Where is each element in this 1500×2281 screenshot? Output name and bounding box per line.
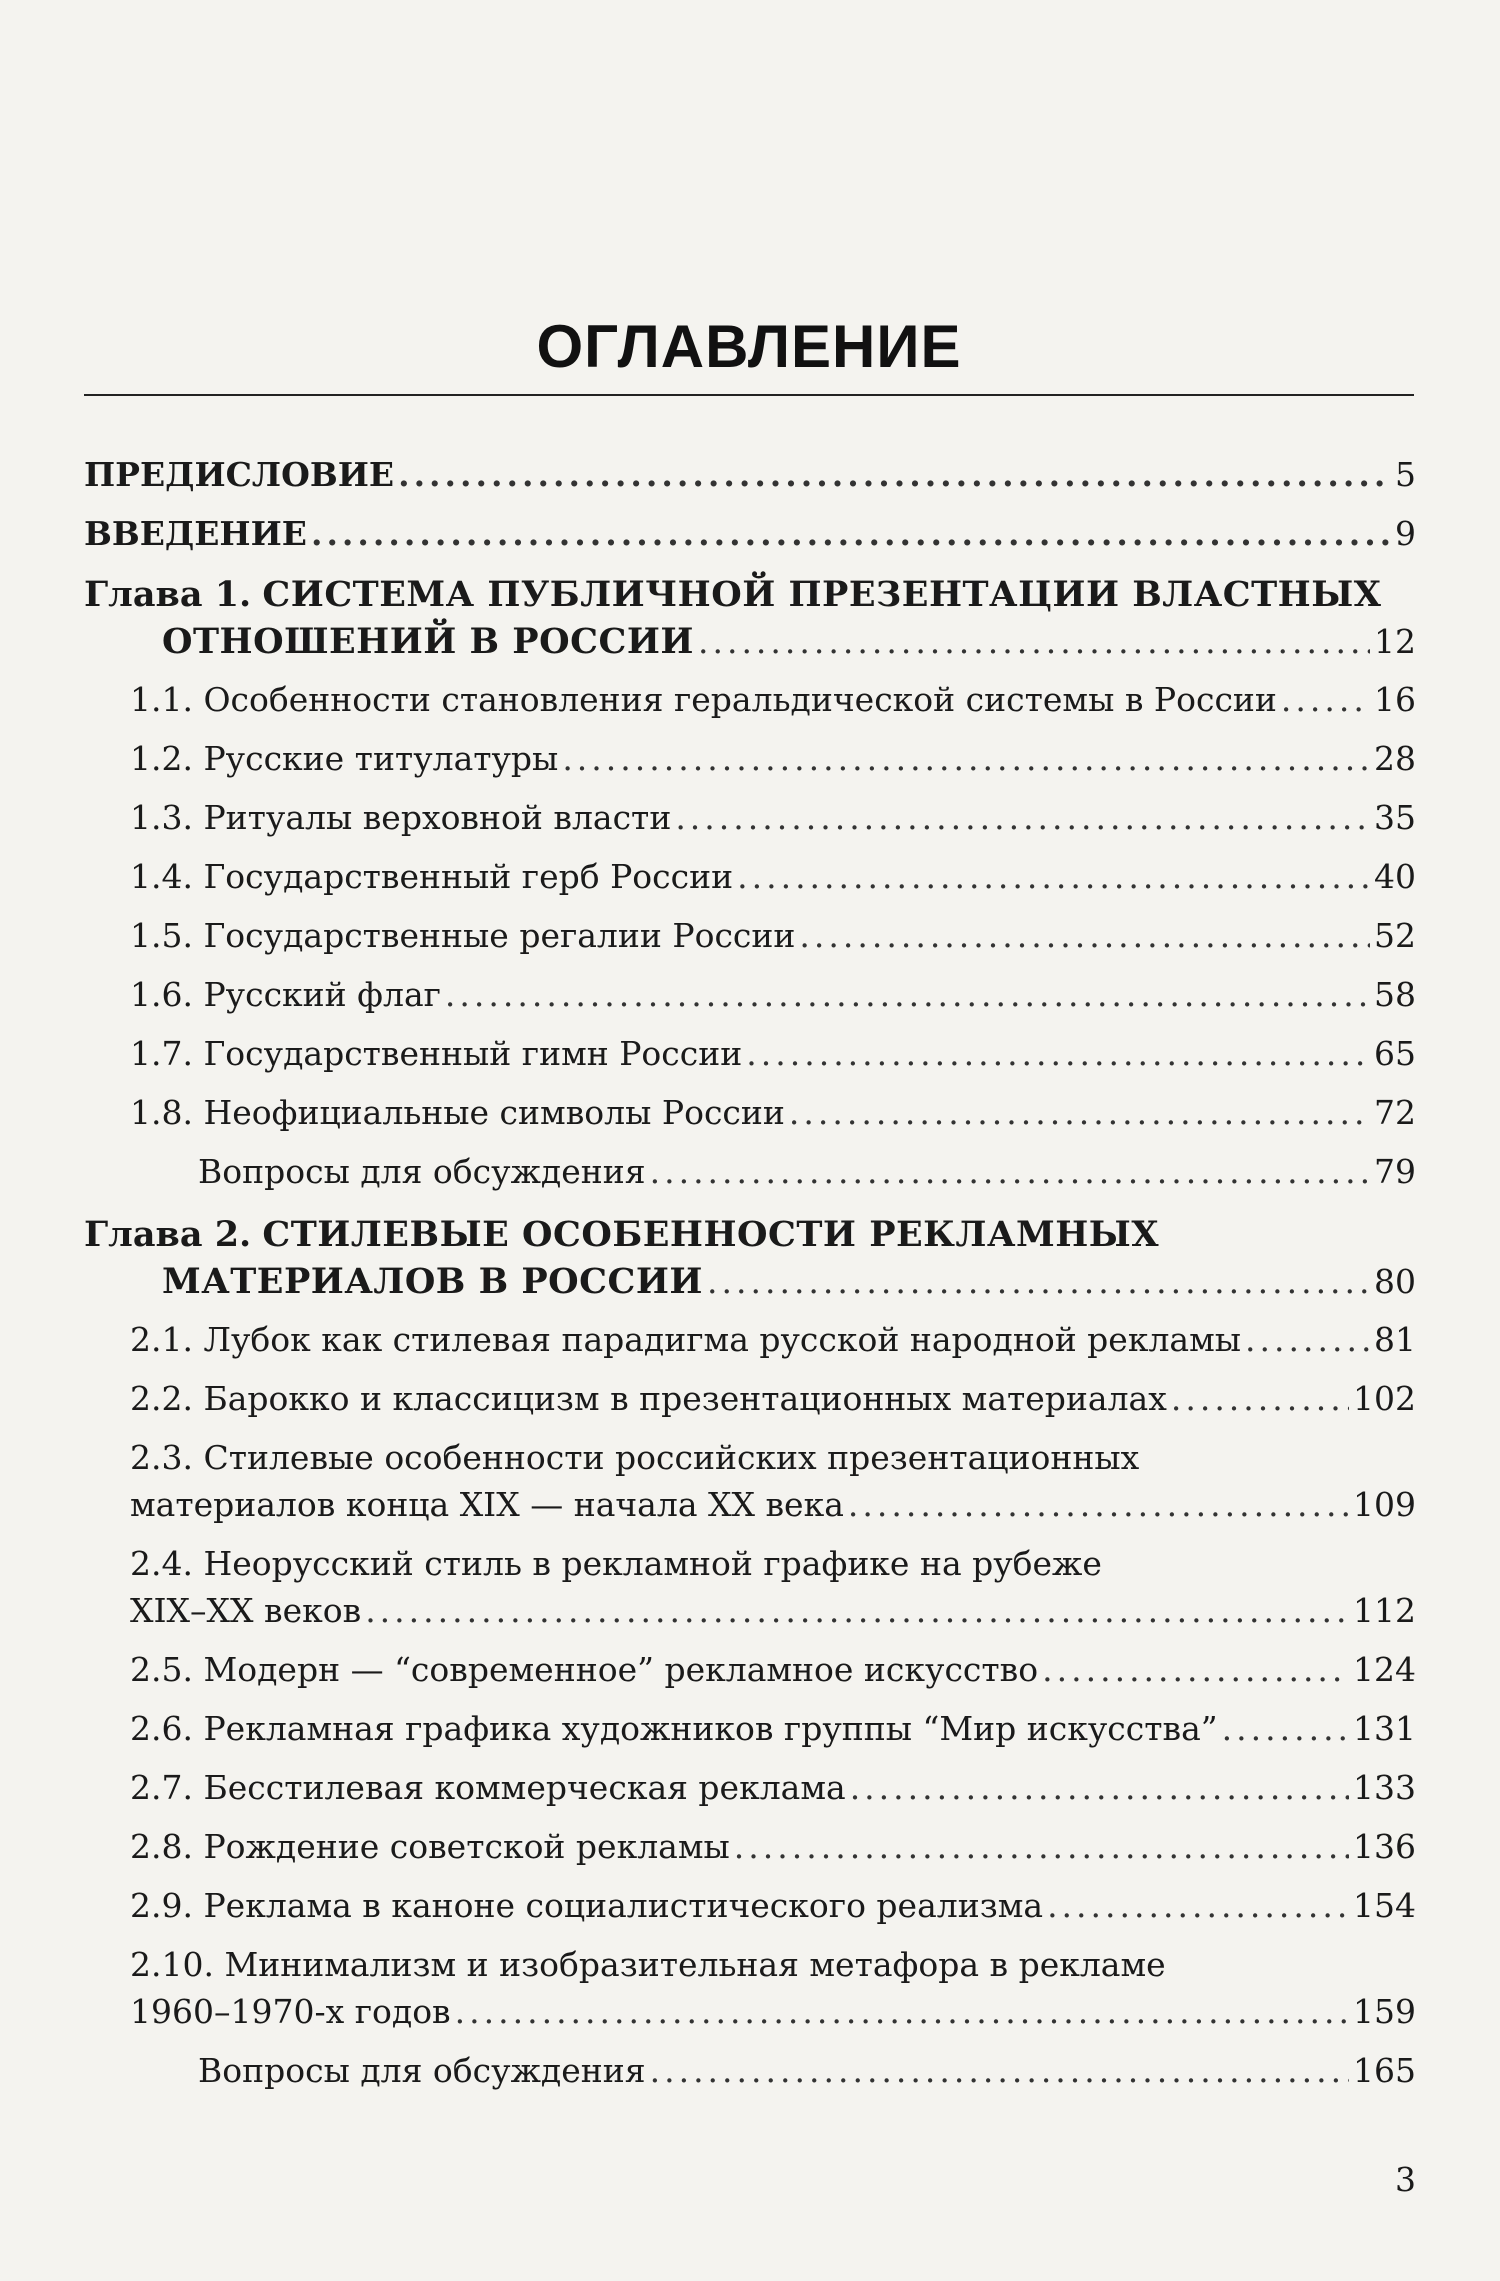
dot-leader [365,1591,1349,1631]
toc-section[interactable] [130,739,1416,779]
toc-entry-label: Вопросы для обсуждения [198,2051,646,2090]
toc-page-number: 124 [1353,1650,1416,1689]
chapter-1-heading[interactable] [84,574,1416,616]
toc-page-number: 109 [1353,1485,1416,1524]
toc-section[interactable] [130,1992,1416,2032]
toc-section-line1[interactable]: 2.10. Минимализм и изобразительная метафора в рекламе [130,1945,1166,1984]
chapter-title-line2: ОТНОШЕНИЙ В РОССИИ [162,621,694,662]
toc-entry-label: 2.8. Рождение советской рекламы [130,1827,730,1866]
toc-entry-label: материалов конца XIX — начала XX века [130,1485,844,1524]
toc-entry-label: 1.1. Особенности становления геральдической системы в России [130,680,1277,719]
toc-entry-label: 1960–1970-х годов [130,1992,451,2031]
toc-entry-label: 2.9. Реклама в каноне социалистического реализма [130,1886,1044,1925]
toc-page-number: 5 [1395,455,1416,494]
toc-questions[interactable] [198,1152,1416,1192]
toc-section[interactable] [130,1320,1416,1360]
toc-section[interactable] [130,1034,1416,1074]
toc-entry-introduction[interactable] [84,514,1416,554]
toc-section[interactable] [130,1827,1416,1867]
toc-section-line1[interactable]: 2.3. Стилевые особенности российских презентационных [130,1438,1140,1477]
dot-leader [1042,1650,1349,1690]
toc-page-number: 112 [1353,1591,1416,1630]
toc-entry-label: 1.5. Государственные регалии России [130,916,796,955]
toc-section[interactable] [130,680,1416,720]
dot-leader [675,798,1370,838]
toc-page-number: 58 [1374,975,1416,1014]
toc-entry-label: 1.3. Ритуалы верховной власти [130,798,672,837]
dot-leader [455,1992,1349,2032]
chapter-prefix: Глава 2. [84,1214,252,1255]
toc-section[interactable] [130,1886,1416,1926]
toc-entry-label: 1.7. Государственный гимн России [130,1034,743,1073]
toc-page-number: 154 [1353,1886,1416,1925]
toc-section[interactable] [130,857,1416,897]
toc-page-number: 136 [1353,1827,1416,1866]
toc-entry-preface[interactable] [84,455,1416,495]
toc-entry-label: 2.6. Рекламная графика художников группы “Мир искусства” [130,1709,1218,1748]
dot-leader [1245,1320,1370,1360]
dot-leader [737,857,1370,897]
toc-section[interactable] [130,1485,1416,1525]
dot-leader [746,1034,1370,1074]
chapter-title-line1: СИСТЕМА ПУБЛИЧНОЙ ПРЕЗЕНТАЦИИ ВЛАСТНЫХ [262,574,1382,615]
dot-leader [1171,1379,1349,1419]
toc-page-number: 52 [1374,916,1416,955]
toc-page-number: 133 [1353,1768,1416,1807]
toc-page-number: 102 [1353,1379,1416,1418]
toc-page-number: 35 [1374,798,1416,837]
dot-leader [1281,680,1370,720]
toc-page-number: 159 [1353,1992,1416,2031]
toc-page-number: 80 [1374,1262,1416,1301]
toc-page-number: 28 [1374,739,1416,778]
toc-section[interactable] [130,1768,1416,1808]
toc-page-number: 9 [1395,514,1416,553]
toc-page-number: 81 [1374,1320,1416,1359]
toc-entry-label: XIX–XX веков [130,1591,362,1630]
toc-entry-label: 1.8. Неофициальные символы России [130,1093,785,1132]
toc-page-number: 79 [1374,1152,1416,1191]
toc-section[interactable] [130,1379,1416,1419]
dot-leader [848,1485,1349,1525]
toc-entry-label: 1.4. Государственный герб России [130,857,734,896]
toc-entry-label: 1.6. Русский флаг [130,975,441,1014]
dot-leader [650,1152,1370,1192]
chapter-title-line2: МАТЕРИАЛОВ В РОССИИ [162,1261,703,1302]
dot-leader [311,514,1391,554]
toc-section-line1[interactable]: 2.4. Неорусский стиль в рекламной графике на рубеже [130,1544,1102,1583]
toc-page-number: 16 [1374,680,1416,719]
dot-leader [789,1093,1370,1133]
toc-section[interactable] [130,916,1416,956]
toc-entry-label: 2.7. Бесстилевая коммерческая реклама [130,1768,846,1807]
toc-page-number: 12 [1374,622,1416,661]
dot-leader [445,975,1370,1015]
dot-leader [799,916,1370,956]
toc-entry-label: 2.2. Барокко и классицизм в презентационных материалах [130,1379,1167,1418]
dot-leader [698,622,1370,662]
toc-section[interactable] [130,1093,1416,1133]
toc-section[interactable] [130,1650,1416,1690]
toc-section[interactable] [130,1591,1416,1631]
dot-leader [1222,1709,1349,1749]
page-title: ОГЛАВЛЕНИЕ [536,313,962,380]
dot-leader [562,739,1370,779]
chapter-2-heading[interactable] [84,1214,1416,1256]
toc-section[interactable] [130,1709,1416,1749]
toc-entry-label: 2.1. Лубок как стилевая парадигма русской народной рекламы [130,1320,1242,1359]
page-number: 3 [1395,2160,1416,2199]
chapter-2-heading-cont[interactable] [162,1262,1416,1302]
toc-entry-label: 1.2. Русские титулатуры [130,739,559,778]
toc-page-number: 72 [1374,1093,1416,1132]
chapter-title-line1: СТИЛЕВЫЕ ОСОБЕННОСТИ РЕКЛАМНЫХ [262,1214,1160,1255]
toc-entry-label: 2.5. Модерн — “современное” рекламное искусство [130,1650,1039,1689]
toc-page-number: 65 [1374,1034,1416,1073]
dot-leader [850,1768,1349,1808]
dot-leader [734,1827,1349,1867]
dot-leader [707,1262,1370,1302]
toc-page-number: 131 [1353,1709,1416,1748]
toc-entry-label: ПРЕДИСЛОВИЕ [84,455,395,494]
chapter-prefix: Глава 1. [84,574,252,615]
toc-page-number: 40 [1374,857,1416,896]
dot-leader [650,2051,1349,2091]
toc-section[interactable] [130,975,1416,1015]
chapter-1-heading-cont[interactable] [162,622,1416,662]
dot-leader [1047,1886,1349,1926]
dot-leader [398,455,1391,495]
toc-section[interactable] [130,798,1416,838]
toc-page-number: 165 [1353,2051,1416,2090]
toc-entry-label: Вопросы для обсуждения [198,1152,646,1191]
toc-entry-label: ВВЕДЕНИЕ [84,514,307,553]
toc-questions[interactable] [198,2051,1416,2091]
